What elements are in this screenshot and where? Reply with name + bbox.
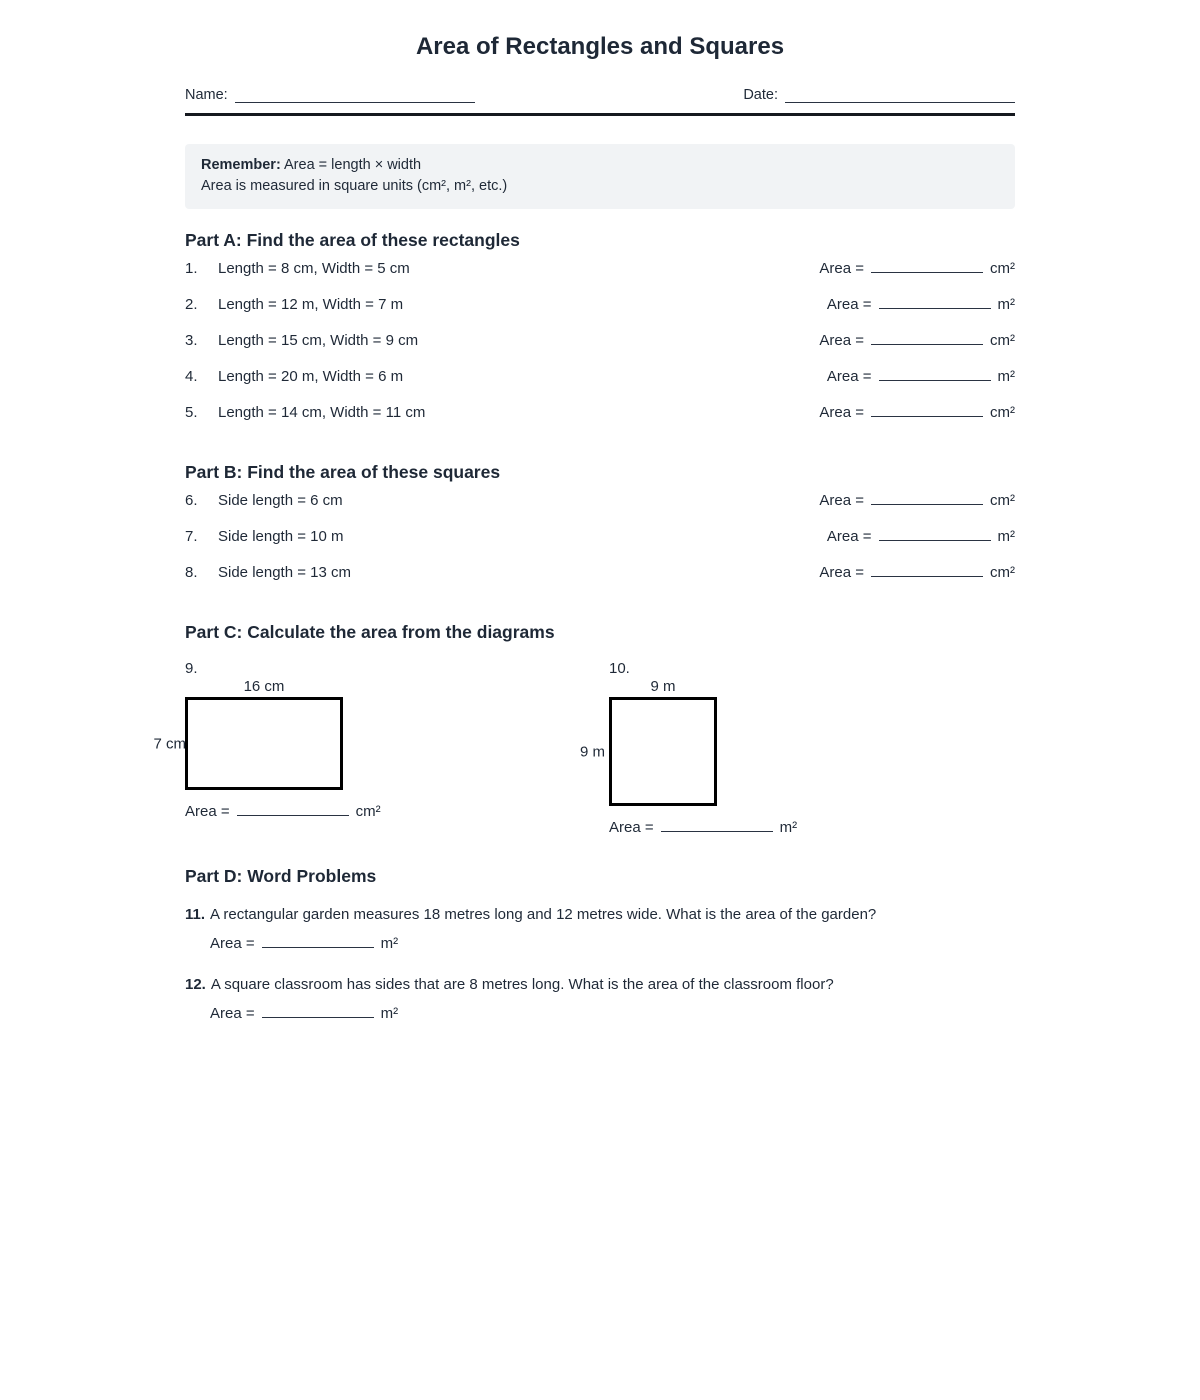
part-b-list: [185, 492, 1015, 600]
remember-formula: Area = length × width: [284, 157, 422, 173]
question-text: Length = 12 m, Width = 7 m: [218, 296, 404, 313]
question-number: 6.: [185, 492, 198, 509]
height-label: 9 m: [579, 743, 605, 760]
area-label: Area =: [819, 404, 864, 421]
area-unit: cm²: [990, 404, 1015, 421]
part-d-heading: Part D: Word Problems: [185, 866, 377, 886]
question-row: [185, 296, 1015, 332]
rectangle-diagram: [153, 697, 343, 790]
name-field: [185, 87, 475, 103]
area-unit: cm²: [990, 492, 1015, 509]
question-number: 5.: [185, 404, 198, 421]
area-unit: m²: [779, 819, 798, 836]
question-text: Length = 8 cm, Width = 5 cm: [218, 260, 410, 277]
part-c-diagrams: [153, 660, 1015, 836]
question-text: Length = 15 cm, Width = 9 cm: [218, 332, 419, 349]
part-c-heading: Part C: Calculate the area from the diagrams: [185, 622, 555, 642]
area-label: Area =: [819, 564, 864, 581]
question-row: [185, 404, 1015, 440]
answer-area: [210, 1005, 1015, 1022]
question-text: Side length = 13 cm: [218, 564, 352, 581]
question-row: [185, 528, 1015, 564]
question-number: 4.: [185, 368, 198, 385]
name-blank-line: [235, 90, 475, 103]
area-label: Area =: [819, 492, 864, 509]
question-row: [185, 564, 1015, 600]
remember-label: Remember:: [201, 157, 281, 173]
answer-area: [827, 368, 1015, 385]
width-label: 9 m: [650, 678, 676, 695]
answer-blank-line: [879, 368, 991, 381]
question-row: [185, 368, 1015, 404]
part-a-heading: Part A: Find the area of these rectangles: [185, 230, 520, 250]
question-number: 11.: [185, 906, 206, 923]
question-row: [185, 260, 1015, 296]
remember-box: [185, 144, 1015, 209]
diagram-10: [579, 660, 798, 836]
area-unit: cm²: [990, 564, 1015, 581]
area-label: Area =: [826, 368, 872, 385]
date-blank-line: [785, 90, 1015, 103]
name-date-row: [185, 87, 1015, 116]
answer-blank-line: [661, 819, 773, 832]
answer-area: [819, 404, 1015, 421]
answer-blank-line: [871, 332, 983, 345]
date-label: Date:: [743, 87, 778, 103]
area-unit: cm²: [355, 803, 381, 820]
area-unit: m²: [380, 935, 399, 952]
area-unit: m²: [997, 296, 1015, 313]
question-number: 10.: [609, 660, 630, 677]
area-unit: cm²: [990, 260, 1015, 277]
diagram-9-figure: [153, 678, 609, 790]
page-title: Area of Rectangles and Squares: [415, 33, 785, 60]
area-unit: m²: [997, 368, 1015, 385]
question-number: 1.: [185, 260, 198, 277]
question-text: Side length = 6 cm: [218, 492, 343, 509]
question-text: A square classroom has sides that are 8 metres long. What is the area of the classroom floor?: [210, 976, 834, 993]
name-label: Name:: [185, 87, 228, 103]
answer-area: [819, 564, 1015, 581]
question-number: 9.: [185, 660, 198, 677]
answer-area: [827, 296, 1015, 313]
question-number: 2.: [185, 296, 198, 313]
remember-note: Area is measured in square units (cm², m², etc.): [201, 178, 508, 194]
answer-blank-line: [871, 564, 983, 577]
area-label: Area =: [819, 332, 864, 349]
question-number: 7.: [185, 528, 198, 545]
question-row: [185, 332, 1015, 368]
answer-blank-line: [879, 528, 991, 541]
area-label: Area =: [819, 260, 864, 277]
question-row: [185, 492, 1015, 528]
answer-blank-line: [879, 296, 991, 309]
answer-blank-line: [871, 492, 983, 505]
area-label: Area =: [210, 1005, 255, 1022]
area-label: Area =: [826, 296, 872, 313]
remember-formula-line: [201, 155, 999, 176]
question-text: Length = 20 m, Width = 6 m: [218, 368, 404, 385]
answer-blank-line: [262, 1005, 374, 1018]
question-text: Length = 14 cm, Width = 11 cm: [218, 404, 426, 421]
answer-blank-line: [871, 260, 983, 273]
answer-area: [819, 260, 1015, 277]
question-number: 8.: [185, 564, 198, 581]
diagram-10-figure: [579, 678, 797, 806]
height-label: 7 cm: [153, 735, 186, 752]
answer-blank-line: [237, 803, 349, 816]
width-label: 16 cm: [243, 678, 285, 695]
answer-area: [210, 935, 1015, 952]
area-label: Area =: [609, 819, 654, 836]
answer-blank-line: [871, 404, 983, 417]
answer-area: [819, 332, 1015, 349]
word-problem-12: [185, 976, 1015, 993]
answer-area: [827, 528, 1015, 545]
area-label: Area =: [185, 803, 230, 820]
square-diagram: [579, 697, 717, 806]
word-problem-11: [185, 906, 1015, 923]
part-a-list: [185, 260, 1015, 440]
area-unit: m²: [997, 528, 1015, 545]
area-unit: cm²: [990, 332, 1015, 349]
question-number: 12.: [185, 976, 206, 993]
area-label: Area =: [210, 935, 255, 952]
answer-blank-line: [262, 935, 374, 948]
area-label: Area =: [826, 528, 872, 545]
question-text: Side length = 10 m: [218, 528, 344, 545]
answer-area: [185, 803, 609, 820]
answer-area: [819, 492, 1015, 509]
date-field: [743, 87, 1015, 103]
question-text: A rectangular garden measures 18 metres long and 12 metres wide. What is the area of the garden?: [210, 906, 877, 923]
answer-area: [609, 819, 797, 836]
question-number: 3.: [185, 332, 198, 349]
area-unit: m²: [380, 1005, 399, 1022]
diagram-9: [153, 660, 609, 820]
part-b-heading: Part B: Find the area of these squares: [185, 462, 501, 482]
